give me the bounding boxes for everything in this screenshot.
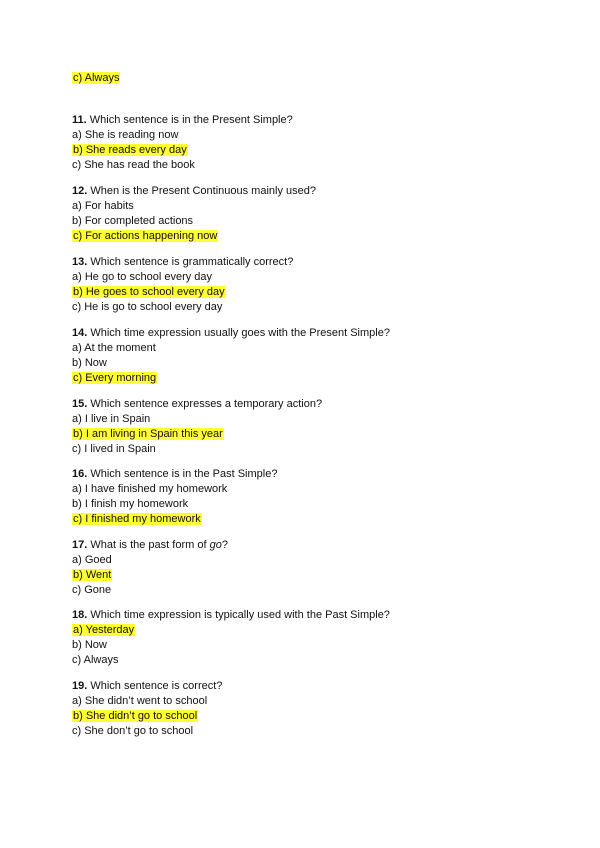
option-c: [72, 724, 193, 738]
option-text: b) For completed actions: [72, 215, 194, 227]
question-number: 13.: [72, 256, 88, 268]
option-b: [72, 568, 112, 582]
highlighted-answer: c) I finished my homework: [73, 513, 201, 525]
option-b: [72, 497, 188, 511]
highlighted-answer: b) She didn’t go to school: [73, 710, 198, 722]
question-number: 15.: [72, 398, 88, 410]
option-c: [72, 371, 157, 385]
question-text: Which sentence is in the Present Simple?: [89, 114, 293, 126]
highlighted-answer: c) For actions happening now: [73, 230, 218, 242]
option-a: [72, 199, 134, 213]
highlighted-answer: c) Every morning: [73, 372, 157, 384]
highlighted-answer: b) He goes to school every day: [73, 286, 225, 298]
question-number: 16.: [72, 468, 88, 480]
option-b: [72, 709, 198, 723]
option-a: [72, 341, 156, 355]
option-a: [72, 412, 150, 426]
question-number: 12.: [72, 185, 88, 197]
option-b: [72, 214, 193, 228]
option-b: [72, 143, 188, 157]
option-text: a) She is reading now: [72, 129, 179, 141]
highlighted-answer: b) She reads every day: [73, 144, 187, 156]
question-text: When is the Present Continuous mainly used?: [90, 185, 316, 197]
option-a: [72, 482, 227, 496]
question-15: [72, 397, 322, 411]
highlighted-answer: b) I am living in Spain this year: [73, 428, 223, 440]
option-text: a) I have finished my homework: [72, 483, 228, 495]
option-text: a) I live in Spain: [72, 413, 151, 425]
option-c: [72, 300, 222, 314]
question-text: Which sentence is grammatically correct?: [90, 256, 294, 268]
option-text: b) Now: [72, 639, 107, 651]
option-text: c) Gone: [72, 584, 112, 596]
question-12: [72, 184, 316, 198]
option-text: a) She didn’t went to school: [72, 695, 208, 707]
option-a: [72, 553, 112, 567]
option-a: [72, 694, 207, 708]
option-text: a) Goed: [72, 554, 112, 566]
question-number: 17.: [72, 539, 88, 551]
option-text: b) I finish my homework: [72, 498, 189, 510]
option-text: c) Always: [72, 654, 119, 666]
option-c: [72, 653, 118, 667]
option-c: [72, 583, 111, 597]
highlighted-answer: b) Went: [73, 569, 112, 581]
question-17: [72, 538, 228, 552]
highlighted-answer: a) Yesterday: [73, 624, 135, 636]
option-b: [72, 356, 107, 370]
question-text: Which time expression usually goes with the Present Simple?: [90, 327, 390, 339]
option-b: [72, 638, 107, 652]
option-text: a) At the moment: [72, 342, 156, 354]
option-c: [72, 442, 156, 456]
option-text: b) Now: [72, 357, 107, 369]
question-text: Which sentence expresses a temporary action?: [90, 398, 323, 410]
top-answer: [72, 71, 120, 85]
option-c: [72, 229, 218, 243]
option-text: a) He go to school every day: [72, 271, 213, 283]
option-text: c) I lived in Spain: [72, 443, 156, 455]
option-b: [72, 285, 226, 299]
question-13: [72, 255, 293, 269]
option-text: c) He is go to school every day: [72, 301, 223, 313]
question-text-end: ?: [221, 539, 228, 551]
question-18: [72, 608, 390, 622]
question-19: [72, 679, 222, 693]
question-11: [72, 113, 293, 127]
question-number: 11.: [72, 114, 87, 126]
question-number: 18.: [72, 609, 88, 621]
option-a: [72, 128, 178, 142]
question-text: Which sentence is correct?: [90, 680, 223, 692]
question-text: What is the past form of: [90, 539, 210, 551]
question-number: 14.: [72, 327, 88, 339]
question-text: Which sentence is in the Past Simple?: [90, 468, 278, 480]
option-a: [72, 623, 135, 637]
question-16: [72, 467, 277, 481]
option-text: a) For habits: [72, 200, 134, 212]
option-c: [72, 158, 195, 172]
option-b: [72, 427, 224, 441]
option-c: [72, 512, 202, 526]
question-italic-word: go: [209, 539, 222, 551]
option-text: c) She don’t go to school: [72, 725, 194, 737]
question-text: Which time expression is typically used with the Past Simple?: [90, 609, 390, 621]
question-number: 19.: [72, 680, 88, 692]
highlighted-answer: c) Always: [73, 72, 120, 84]
option-a: [72, 270, 212, 284]
question-14: [72, 326, 390, 340]
option-text: c) She has read the book: [72, 159, 195, 171]
